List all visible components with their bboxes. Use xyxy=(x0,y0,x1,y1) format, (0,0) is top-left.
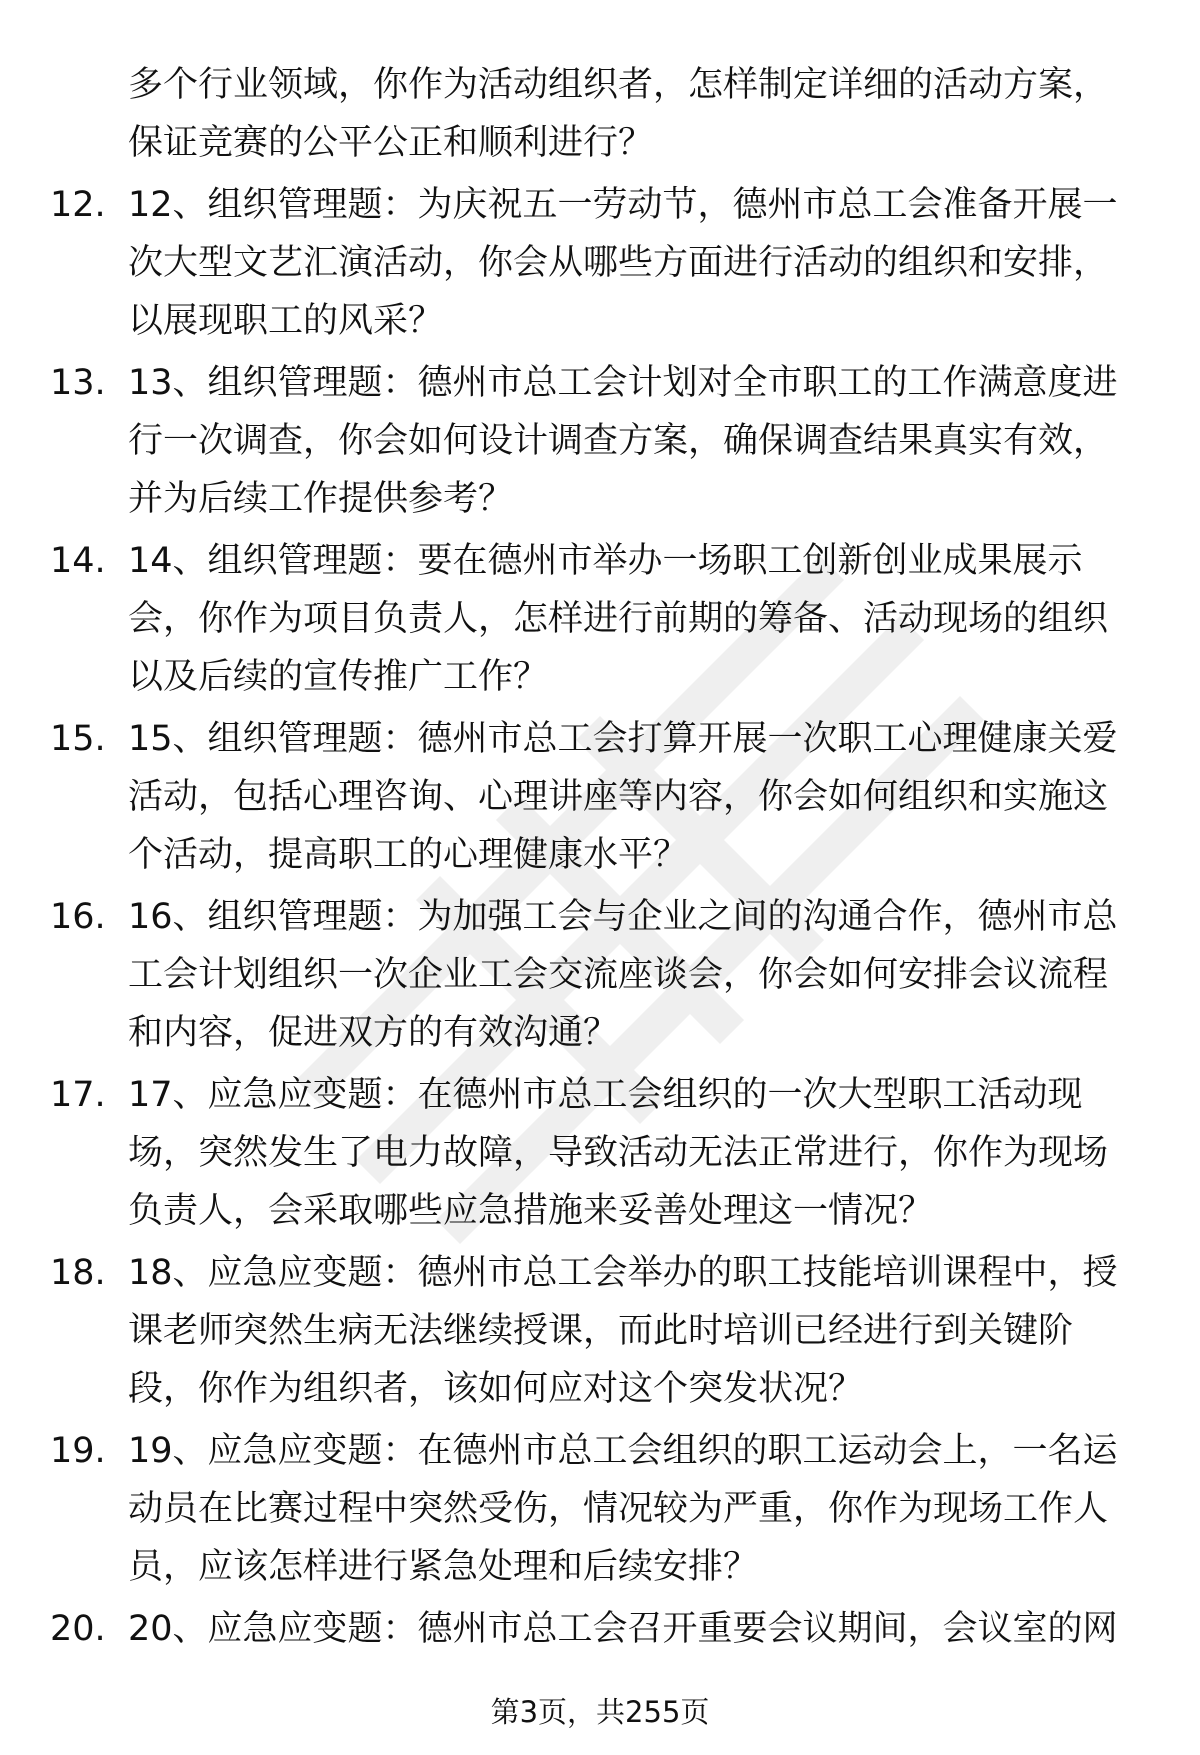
item-number: 14. xyxy=(50,541,106,581)
item-line: 会，你作为项目负责人，怎样进行前期的筹备、活动现场的组织 xyxy=(128,599,1109,639)
item-line: 12、组织管理题：为庆祝五一劳动节，德州市总工会准备开展一 xyxy=(128,185,1118,225)
item-line: 并为后续工作提供参考？ xyxy=(128,479,514,519)
item-line: 次大型文艺汇演活动，你会从哪些方面进行活动的组织和安排， xyxy=(128,243,1109,283)
item-number: 19. xyxy=(50,1431,106,1471)
item-line: 17、应急应变题：在德州市总工会组织的一次大型职工活动现 xyxy=(128,1075,1083,1115)
page-number-footer: 第3页，共255页 xyxy=(490,1695,710,1729)
item-number: 17. xyxy=(50,1075,106,1115)
item-line: 员，应该怎样进行紧急处理和后续安排？ xyxy=(128,1547,759,1587)
item-text xyxy=(128,710,1148,884)
item-line: 20、应急应变题：德州市总工会召开重要会议期间，会议室的网 xyxy=(128,1609,1118,1649)
item-number: 15. xyxy=(50,719,106,759)
item-line: 工会计划组织一次企业工会交流座谈会，你会如何安排会议流程 xyxy=(128,955,1109,995)
item-number: 12. xyxy=(50,185,106,225)
item-text xyxy=(128,888,1148,1062)
item-line: 13、组织管理题：德州市总工会计划对全市职工的工作满意度进 xyxy=(128,363,1118,403)
continuation-line: 多个行业领域，你作为活动组织者，怎样制定详细的活动方案， xyxy=(128,65,1109,105)
item-number: 20. xyxy=(50,1609,106,1649)
item-text xyxy=(128,1600,1148,1658)
item-line: 个活动，提高职工的心理健康水平？ xyxy=(128,835,689,875)
item-text xyxy=(128,1066,1148,1240)
item-line: 18、应急应变题：德州市总工会举办的职工技能培训课程中，授 xyxy=(128,1253,1118,1293)
item-line: 行一次调查，你会如何设计调查方案，确保调查结果真实有效， xyxy=(128,421,1109,461)
item-text xyxy=(128,354,1148,528)
item-line: 以展现职工的风采？ xyxy=(128,301,444,341)
continuation-line: 保证竞赛的公平公正和顺利进行？ xyxy=(128,123,654,163)
item-line: 动员在比赛过程中突然受伤，情况较为严重，你作为现场工作人 xyxy=(128,1489,1109,1529)
item-line: 场，突然发生了电力故障，导致活动无法正常进行，你作为现场 xyxy=(128,1133,1109,1173)
item-line: 和内容，促进双方的有效沟通？ xyxy=(128,1013,619,1053)
item-line: 15、组织管理题：德州市总工会打算开展一次职工心理健康关爱 xyxy=(128,719,1118,759)
item-line: 负责人，会采取哪些应急措施来妥善处理这一情况？ xyxy=(128,1191,934,1231)
item-line: 14、组织管理题：要在德州市举办一场职工创新创业成果展示 xyxy=(128,541,1083,581)
item-number: 13. xyxy=(50,363,106,403)
item-text xyxy=(128,532,1148,706)
item-text xyxy=(128,1422,1148,1596)
item-line: 活动，包括心理咨询、心理讲座等内容，你会如何组织和实施这 xyxy=(128,777,1109,817)
item-line: 以及后续的宣传推广工作？ xyxy=(128,657,549,697)
item-line: 16、组织管理题：为加强工会与企业之间的沟通合作，德州市总 xyxy=(128,897,1118,937)
item-text xyxy=(128,1244,1148,1418)
item-number: 18. xyxy=(50,1253,106,1293)
item-text xyxy=(128,176,1148,350)
item-line: 课老师突然生病无法继续授课，而此时培训已经进行到关键阶 xyxy=(128,1311,1074,1351)
item-line: 19、应急应变题：在德州市总工会组织的职工运动会上，一名运 xyxy=(128,1431,1118,1471)
item-number: 16. xyxy=(50,897,106,937)
item-line: 段，你作为组织者，该如何应对这个突发状况？ xyxy=(128,1369,864,1409)
